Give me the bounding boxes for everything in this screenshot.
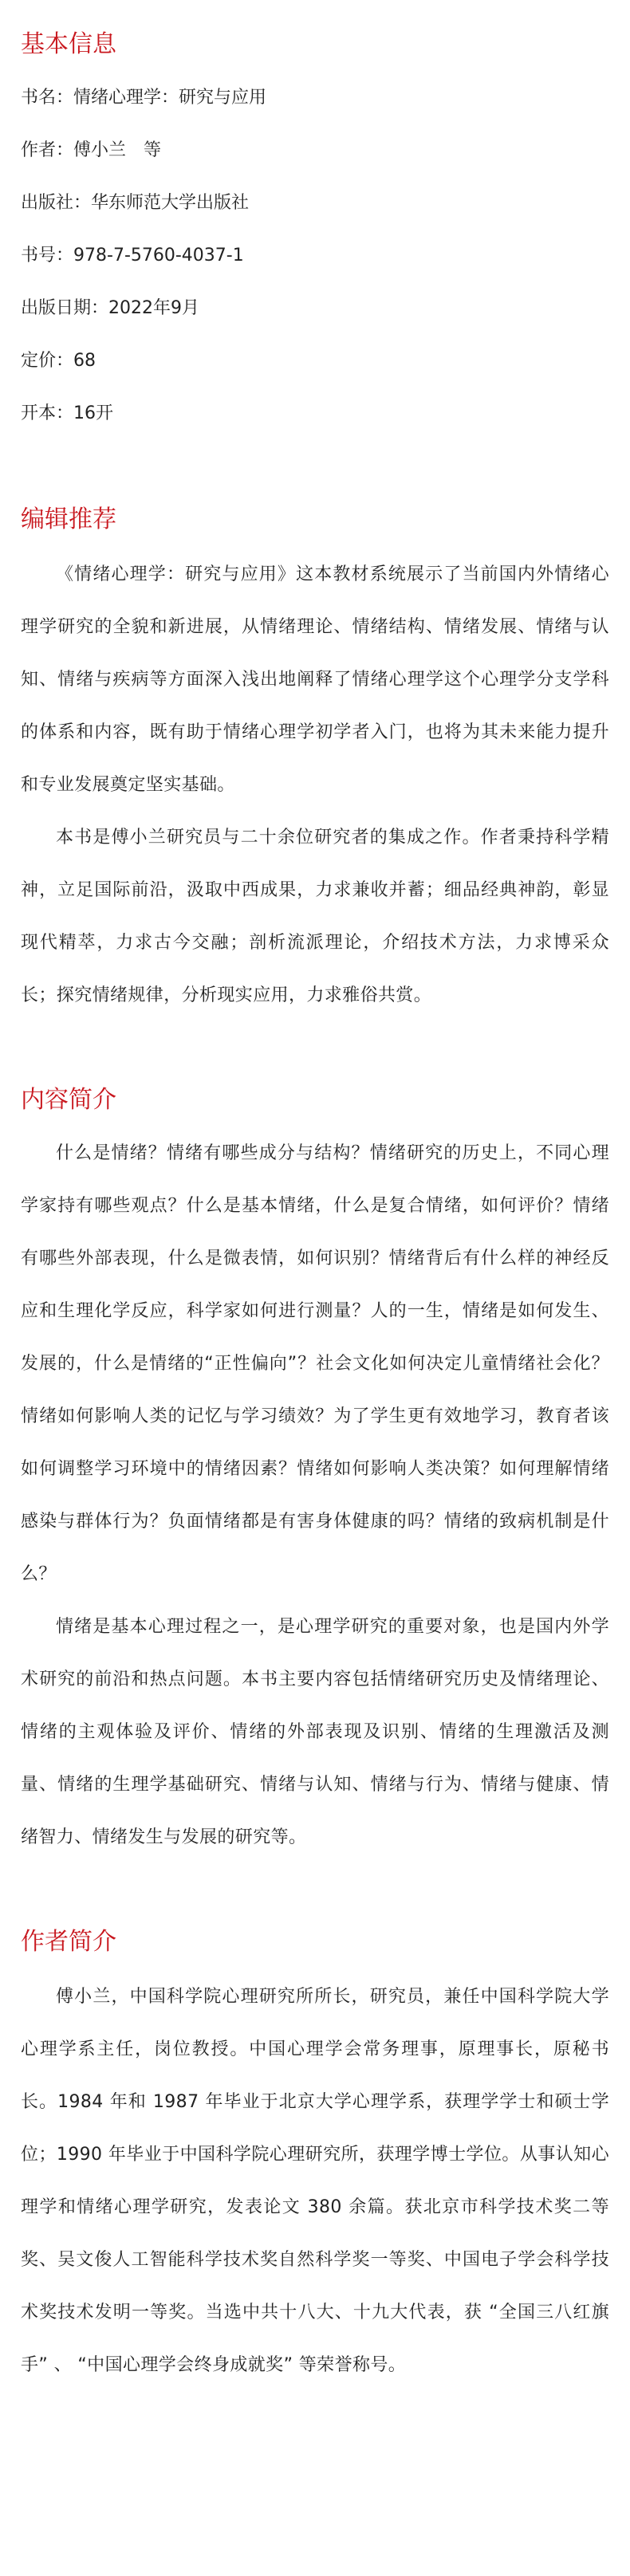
author-intro-paragraph: 傅小兰，中国科学院心理研究所所长，研究员，兼任中国科学院大学心理学系主任，岗位教授。中国心理学会常务理事，原理事长，原秘书长。1984 年和 1987 年毕业于北京大学心理学系，获理学学士和硕士学位；1990 年毕业于中国科学院心理研究所，获理学博士学位。从事认知心理学和情绪心理学研究，发表论文 380 余篇。获北京市科学技术奖二等奖、吴文俊人工智能科学技术奖自然科学奖一等奖、中国电子学会科学技术奖技术发明一等奖。当选中共十八大、十九大代表，获 “全国三八红旗手” 、 “中国心理学会终身成就奖” 等荣誉称号。	[21, 1987, 609, 2375]
info-label: 书号：	[21, 246, 74, 265]
editor-recommendation-heading: 编辑推荐	[21, 505, 116, 533]
info-value: 16开	[73, 403, 114, 423]
basic-info-heading: 基本信息	[21, 30, 116, 58]
info-label: 出版日期：	[21, 298, 109, 318]
info-label: 出版社：	[21, 193, 92, 213]
editor-recommendation-paragraph: 本书是傅小兰研究员与二十余位研究者的集成之作。作者秉持科学精神，立足国际前沿，汲取中西成果，力求兼收并蓄；细品经典神韵，彰显现代精萃，力求古今交融；剖析流派理论，介绍技术方法，力求博采众长；探究情绪规律，分析现实应用，力求雅俗共赏。	[21, 828, 609, 1005]
info-label: 定价：	[21, 351, 74, 371]
info-author-line	[21, 139, 161, 163]
info-value: 傅小兰 等	[73, 140, 162, 160]
content-summary-paragraph: 什么是情绪？情绪有哪些成分与结构？情绪研究的历史上，不同心理学家持有哪些观点？什么是基本情绪，什么是复合情绪，如何评价？情绪有哪些外部表现，什么是微表情，如何识别？情绪背后有什么样的神经反应和生理化学反应，科学家如何进行测量？人的一生，情绪是如何发生、发展的，什么是情绪的“正性偏向”？社会文化如何决定儿童情绪社会化？情绪如何影响人类的记忆与学习绩效？为了学生更有效地学习，教育者该如何调整学习环境中的情绪因素？情绪如何影响人类决策？如何理解情绪感染与群体行为？负面情绪都是有害身体健康的吗？情绪的致病机制是什么？	[21, 1143, 609, 1584]
info-value: 情绪心理学：研究与应用	[73, 88, 267, 108]
editor-recommendation-paragraph: 《情绪心理学：研究与应用》这本教材系统展示了当前国内外情绪心理学研究的全貌和新进展，从情绪理论、情绪结构、情绪发展、情绪与认知、情绪与疾病等方面深入浅出地阐释了情绪心理学这个心理学分支学科的体系和内容，既有助于情绪心理学初学者入门，也将为其未来能力提升和专业发展奠定坚实基础。	[21, 564, 609, 795]
content-summary-paragraph: 情绪是基本心理过程之一，是心理学研究的重要对象，也是国内外学术研究的前沿和热点问题。本书主要内容包括情绪研究历史及情绪理论、情绪的主观体验及评价、情绪的外部表现及识别、情绪的生理激活及测量、情绪的生理学基础研究、情绪与认知、情绪与行为、情绪与健康、情绪智力、情绪发生与发展的研究等。	[21, 1617, 609, 1847]
info-value: 2022年9月	[108, 298, 200, 318]
info-value: 华东师范大学出版社	[91, 193, 250, 213]
info-value: 978-7-5760-4037-1	[73, 246, 244, 265]
info-value: 68	[73, 351, 96, 371]
info-label: 作者：	[21, 140, 74, 160]
info-isbn-line	[21, 244, 244, 268]
info-label: 开本：	[21, 403, 74, 423]
info-price-line	[21, 349, 96, 373]
author-intro-heading: 作者简介	[21, 1928, 116, 1956]
info-label: 书名：	[21, 88, 74, 108]
info-publisher-line	[21, 191, 249, 215]
content-summary-heading: 内容简介	[21, 1086, 116, 1114]
info-date-line	[21, 297, 199, 321]
info-format-line	[21, 402, 113, 426]
info-title-line	[21, 86, 266, 110]
